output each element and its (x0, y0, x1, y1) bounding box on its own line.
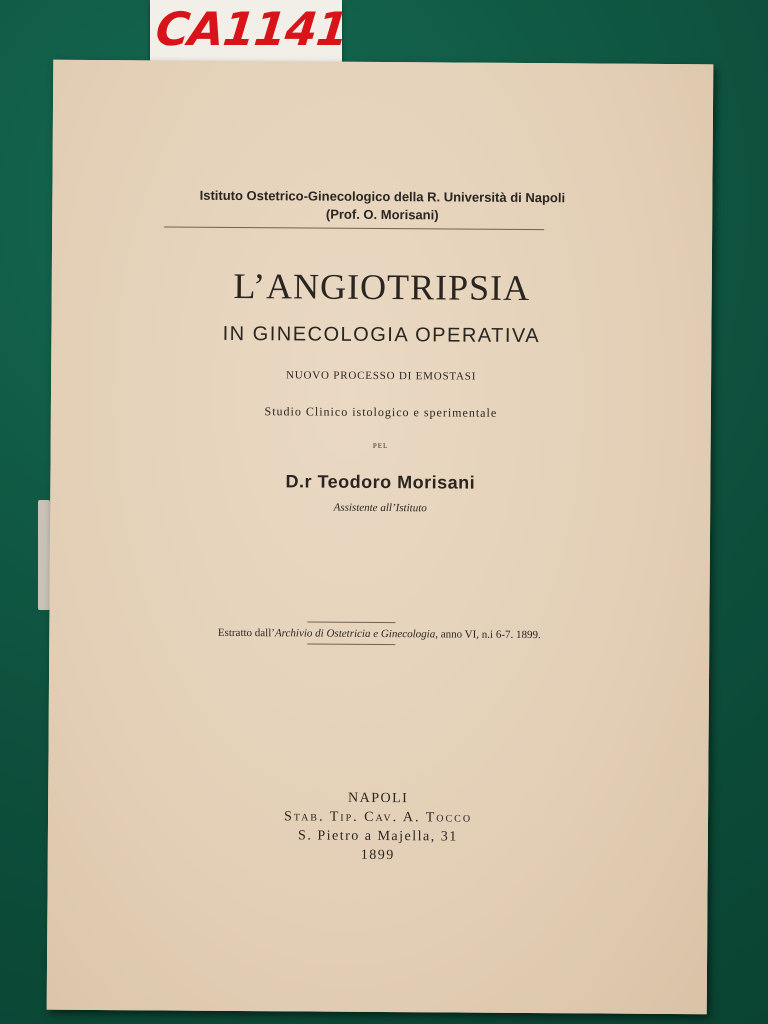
extract-rule-bottom (307, 643, 395, 645)
pel-line: PEL (372, 441, 389, 451)
title: L’ANGIOTRIPSIA (233, 265, 531, 309)
imprint-printer: Stab. Tip. Cav. A. Tocco (283, 809, 473, 826)
study-line: Studio Clinico istologico e sperimentale (264, 404, 498, 420)
imprint-address: S. Pietro a Majella, 31 (297, 828, 458, 845)
subtitle: IN GINECOLOGIA OPERATIVA (222, 322, 541, 348)
booklet-spine-strip (38, 500, 50, 610)
extract-line (49, 626, 709, 643)
institute-heading (52, 186, 712, 227)
booklet-cover (47, 60, 714, 1015)
institute-line-1: Istituto Ostetrico-Ginecologico della R. Università di Napoli (199, 187, 566, 206)
imprint-city: NAPOLI (347, 790, 409, 807)
extract-prefix: Estratto dall’ (217, 626, 276, 640)
imprint-year: 1899 (360, 847, 395, 864)
extract-rule-top (307, 621, 395, 623)
extract-suffix: anno VI, n.i 6-7. 1899. (437, 628, 541, 642)
author-role: Assistente all’Istituto (333, 501, 427, 515)
author-name: D.r Teodoro Morisani (285, 471, 476, 493)
process-line: NUOVO PROCESSO DI EMOSTASI (286, 369, 477, 383)
imprint (48, 787, 709, 868)
extract-journal: Archivio di Ostetricia e Ginecologia, (274, 627, 439, 641)
catalog-tag (150, 0, 351, 64)
institute-line-2: (Prof. O. Morisani) (325, 206, 439, 223)
catalog-tag-text: CA1141 (153, 2, 351, 56)
wavy-divider (164, 226, 544, 230)
